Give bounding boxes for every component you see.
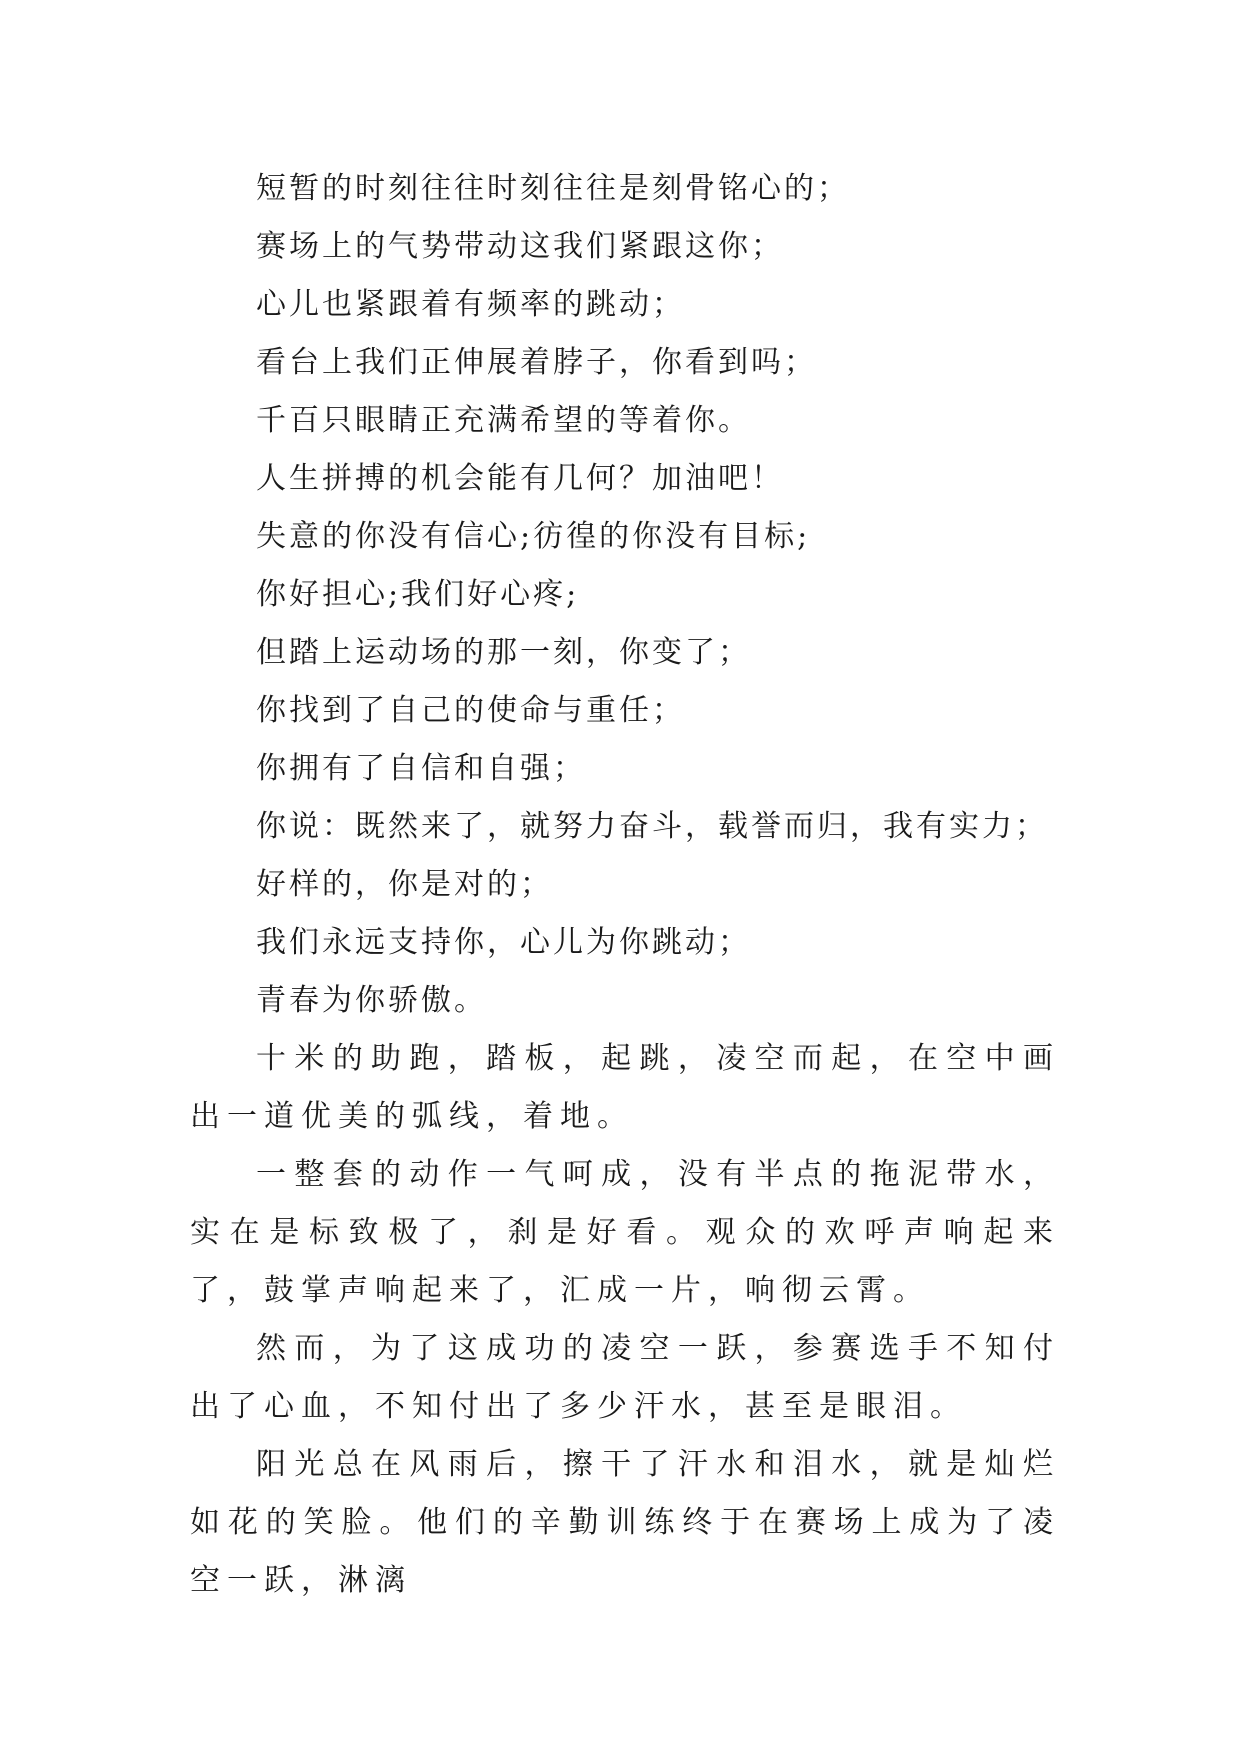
poem-line: 你找到了自己的使命与重任；: [256, 693, 685, 728]
poem-line: 千百只眼睛正充满希望的等着你。: [256, 403, 751, 438]
poem-line: 但踏上运动场的那一刻，你变了；: [256, 635, 751, 670]
poem-line: 心儿也紧跟着有频率的跳动；: [256, 287, 685, 322]
poem-line: 我们永远支持你，心儿为你跳动；: [256, 925, 751, 960]
document-body: [190, 160, 1060, 1610]
poem-line: 短暂的时刻往往时刻往往是刻骨铭心的；: [256, 171, 850, 206]
poem-line: 你说：既然来了，就努力奋斗，载誉而归，我有实力；: [256, 809, 1048, 844]
body-paragraph: 一整套的动作一气呵成，没有半点的拖泥带水，实在是标致极了，刹是好看。观众的欢呼声响起来了，鼓掌声响起来了，汇成一片，响彻云霄。: [190, 1157, 1060, 1308]
poem-line: 你好担心;我们好心疼;: [256, 577, 580, 612]
body-paragraph: 十米的助跑，踏板，起跳，凌空而起，在空中画出一道优美的弧线，着地。: [190, 1041, 1060, 1134]
poem-line: 好样的，你是对的；: [256, 867, 553, 902]
poem-line: 你拥有了自信和自强；: [256, 751, 586, 786]
poem-line: 青春为你骄傲。: [256, 983, 487, 1018]
poem-line: 赛场上的气势带动这我们紧跟这你；: [256, 229, 784, 264]
body-paragraph: 阳光总在风雨后，擦干了汗水和泪水，就是灿烂如花的笑脸。他们的辛勤训练终于在赛场上成为了凌空一跃，淋漓: [190, 1447, 1060, 1598]
body-paragraph: 然而，为了这成功的凌空一跃，参赛选手不知付出了心血，不知付出了多少汗水，甚至是眼泪。: [190, 1331, 1060, 1424]
poem-line: 人生拼搏的机会能有几何？加油吧！: [256, 461, 784, 496]
poem-line: 看台上我们正伸展着脖子，你看到吗；: [256, 345, 817, 380]
poem-line: 失意的你没有信心;彷徨的你没有目标;: [256, 519, 811, 554]
